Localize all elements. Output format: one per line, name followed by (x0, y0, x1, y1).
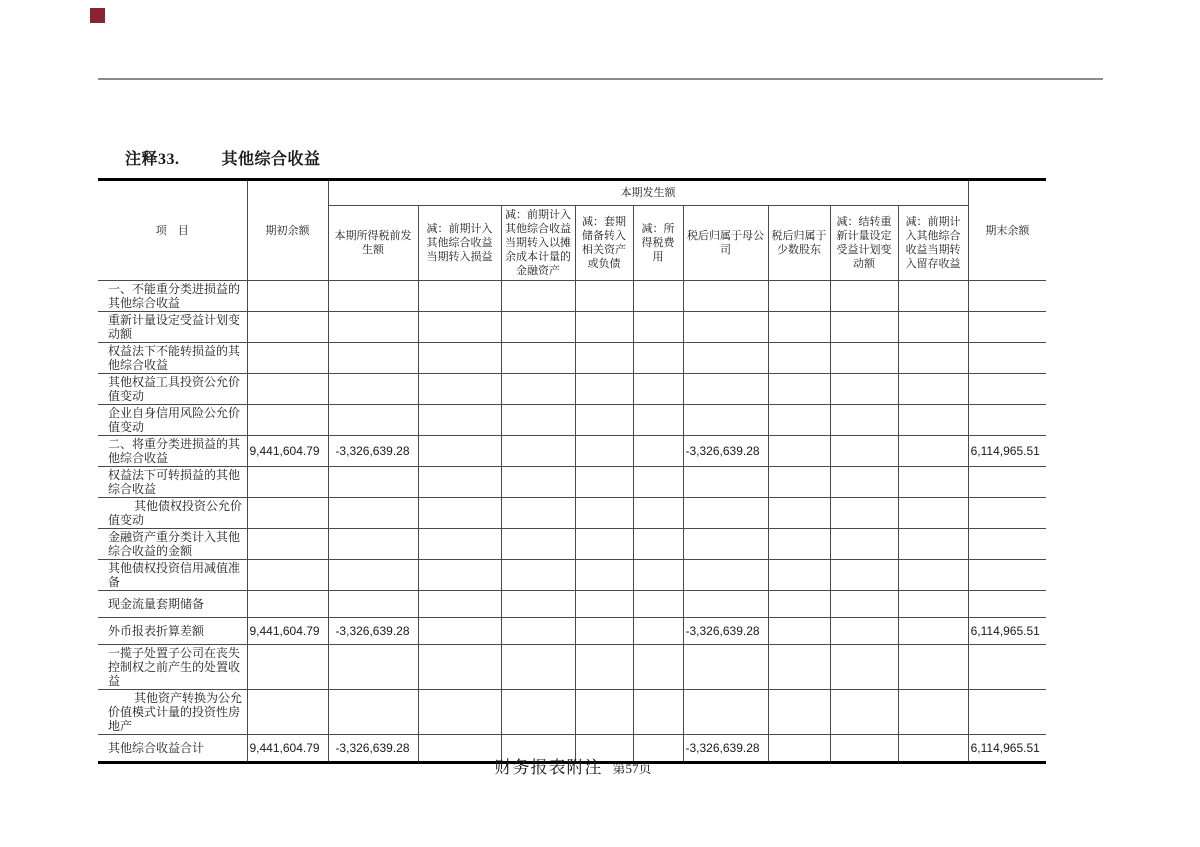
col-header-pretax-amount: 本期所得税前发生额 (328, 206, 418, 281)
value-cell (968, 343, 1046, 374)
value-cell (328, 281, 418, 312)
value-cell (328, 312, 418, 343)
value-cell (830, 690, 898, 735)
value-cell (247, 312, 328, 343)
value-cell (683, 374, 768, 405)
value-cell (328, 529, 418, 560)
value-cell (898, 436, 968, 467)
value-cell (968, 498, 1046, 529)
value-cell (830, 498, 898, 529)
col-header-less-income-tax: 减：所得税费用 (633, 206, 683, 281)
value-cell (247, 560, 328, 591)
value-cell (768, 618, 830, 645)
value-cell (247, 405, 328, 436)
table-row (98, 560, 1046, 591)
table-row (98, 529, 1046, 560)
value-cell (418, 498, 501, 529)
table-row (98, 591, 1046, 618)
value-cell (633, 498, 683, 529)
value-cell (683, 591, 768, 618)
col-header-less-transfer-to-retained-earnings: 减：前期计入其他综合收益当期转入留存收益 (898, 206, 968, 281)
value-cell (418, 467, 501, 498)
value-cell (898, 645, 968, 690)
value-cell (575, 436, 633, 467)
value-cell (898, 591, 968, 618)
value-cell (898, 690, 968, 735)
value-cell (830, 645, 898, 690)
value-cell (418, 374, 501, 405)
col-header-aftertax-parent: 税后归属于母公司 (683, 206, 768, 281)
value-cell (683, 281, 768, 312)
value-cell (768, 591, 830, 618)
row-label-cell: 金融资产重分类计入其他综合收益的金额 (98, 529, 247, 560)
table-row (98, 374, 1046, 405)
section-title (125, 146, 321, 169)
value-cell (633, 690, 683, 735)
value-cell (968, 374, 1046, 405)
value-cell (768, 529, 830, 560)
value-cell (633, 645, 683, 690)
value-cell (501, 560, 575, 591)
value-cell (683, 560, 768, 591)
oci-table (98, 178, 1046, 764)
value-cell (768, 560, 830, 591)
value-cell (898, 498, 968, 529)
row-label-cell: 其他债权投资公允价值变动 (98, 498, 247, 529)
value-cell: -3,326,639.28 (683, 735, 768, 763)
value-cell (575, 591, 633, 618)
value-cell (830, 467, 898, 498)
value-cell (247, 529, 328, 560)
row-label-cell: 权益法下可转损益的其他综合收益 (98, 467, 247, 498)
value-cell (501, 467, 575, 498)
value-cell (968, 690, 1046, 735)
row-label-cell: 其他综合收益合计 (98, 735, 247, 763)
value-cell (898, 374, 968, 405)
value-cell: -3,326,639.28 (683, 618, 768, 645)
value-cell (575, 281, 633, 312)
row-label-cell: 其他资产转换为公允价值模式计量的投资性房地产 (98, 690, 247, 735)
value-cell (683, 498, 768, 529)
value-cell (501, 343, 575, 374)
value-cell: 9,441,604.79 (247, 735, 328, 763)
value-cell (768, 312, 830, 343)
value-cell (768, 498, 830, 529)
value-cell (898, 281, 968, 312)
value-cell (633, 374, 683, 405)
value-cell (247, 281, 328, 312)
col-header-item: 项 目 (98, 180, 247, 281)
row-label-cell: 权益法下不能转损益的其他综合收益 (98, 343, 247, 374)
value-cell (768, 374, 830, 405)
value-cell (898, 618, 968, 645)
value-cell (633, 560, 683, 591)
value-cell (830, 405, 898, 436)
table-row (98, 281, 1046, 312)
value-cell (247, 467, 328, 498)
col-header-less-transfer-to-amortized-cost: 减：前期计入其他综合收益当期转入以摊余成本计量的金融资产 (501, 206, 575, 281)
col-header-less-remeasurement-carryforward: 减：结转重新计量设定受益计划变动额 (830, 206, 898, 281)
value-cell (328, 405, 418, 436)
value-cell (328, 374, 418, 405)
value-cell (328, 467, 418, 498)
value-cell (501, 405, 575, 436)
row-label-cell: 一揽子处置子公司在丧失控制权之前产生的处置收益 (98, 645, 247, 690)
value-cell (898, 529, 968, 560)
value-cell (898, 343, 968, 374)
value-cell: 6,114,965.51 (968, 735, 1046, 763)
page-footer (0, 753, 1146, 778)
col-header-less-hedge-reserve-transfer: 减：套期储备转入相关资产或负债 (575, 206, 633, 281)
col-header-less-transfer-to-pl: 减：前期计入其他综合收益当期转入损益 (418, 206, 501, 281)
footer-title: 财务报表附注 (494, 758, 603, 777)
value-cell (418, 618, 501, 645)
value-cell (247, 498, 328, 529)
value-cell (683, 312, 768, 343)
value-cell (683, 405, 768, 436)
value-cell (968, 281, 1046, 312)
value-cell (328, 560, 418, 591)
table-row (98, 498, 1046, 529)
value-cell (418, 690, 501, 735)
value-cell: 9,441,604.79 (247, 436, 328, 467)
table-row (98, 405, 1046, 436)
table-row (98, 312, 1046, 343)
value-cell (830, 312, 898, 343)
value-cell (633, 618, 683, 645)
value-cell (768, 467, 830, 498)
row-label-cell: 一、不能重分类进损益的其他综合收益 (98, 281, 247, 312)
header-divider-line (98, 78, 1103, 80)
value-cell: -3,326,639.28 (683, 436, 768, 467)
value-cell (968, 560, 1046, 591)
value-cell (768, 690, 830, 735)
value-cell (418, 281, 501, 312)
value-cell (683, 645, 768, 690)
value-cell (328, 498, 418, 529)
value-cell (575, 343, 633, 374)
value-cell (575, 560, 633, 591)
value-cell (830, 343, 898, 374)
value-cell (328, 690, 418, 735)
value-cell (633, 467, 683, 498)
value-cell (683, 343, 768, 374)
value-cell (633, 312, 683, 343)
value-cell (768, 405, 830, 436)
value-cell (575, 529, 633, 560)
value-cell (575, 690, 633, 735)
row-label-cell: 二、将重分类进损益的其他综合收益 (98, 436, 247, 467)
value-cell: -3,326,639.28 (328, 436, 418, 467)
value-cell (575, 467, 633, 498)
value-cell (575, 405, 633, 436)
value-cell (501, 591, 575, 618)
table-row (98, 343, 1046, 374)
value-cell (418, 343, 501, 374)
section-title-text: 其他综合收益 (221, 151, 321, 168)
row-label-cell: 企业自身信用风险公允价值变动 (98, 405, 247, 436)
value-cell (575, 374, 633, 405)
value-cell (247, 343, 328, 374)
value-cell (575, 498, 633, 529)
value-cell (501, 498, 575, 529)
value-cell (830, 560, 898, 591)
value-cell (683, 529, 768, 560)
value-cell (768, 281, 830, 312)
value-cell (768, 645, 830, 690)
value-cell (501, 312, 575, 343)
value-cell (501, 618, 575, 645)
value-cell (768, 436, 830, 467)
value-cell: -3,326,639.28 (328, 618, 418, 645)
value-cell (328, 343, 418, 374)
value-cell (898, 560, 968, 591)
value-cell (968, 591, 1046, 618)
value-cell: 9,441,604.79 (247, 618, 328, 645)
table-row (98, 436, 1046, 467)
value-cell (633, 591, 683, 618)
value-cell (633, 405, 683, 436)
value-cell (418, 529, 501, 560)
value-cell (968, 312, 1046, 343)
value-cell (633, 343, 683, 374)
footer-page-number: 第57页 (612, 761, 652, 776)
value-cell (418, 591, 501, 618)
value-cell (968, 467, 1046, 498)
value-cell (328, 591, 418, 618)
value-cell (968, 529, 1046, 560)
value-cell: -3,326,639.28 (328, 735, 418, 763)
value-cell (328, 645, 418, 690)
value-cell (968, 405, 1046, 436)
value-cell: 6,114,965.51 (968, 618, 1046, 645)
row-label-cell: 外币报表折算差额 (98, 618, 247, 645)
value-cell (768, 343, 830, 374)
value-cell (830, 281, 898, 312)
value-cell (683, 467, 768, 498)
value-cell (418, 436, 501, 467)
col-header-current-period-group: 本期发生额 (328, 180, 968, 206)
value-cell (501, 281, 575, 312)
value-cell (501, 436, 575, 467)
value-cell (830, 591, 898, 618)
header-row-1 (98, 180, 1046, 206)
value-cell (418, 312, 501, 343)
value-cell (830, 436, 898, 467)
col-header-ending-balance: 期末余额 (968, 180, 1046, 281)
value-cell (830, 618, 898, 645)
col-header-aftertax-minority: 税后归属于少数股东 (768, 206, 830, 281)
row-label-cell: 现金流量套期储备 (98, 591, 247, 618)
value-cell (501, 374, 575, 405)
section-title-number: 注释33. (125, 151, 180, 168)
value-cell (683, 690, 768, 735)
value-cell (247, 374, 328, 405)
value-cell (247, 645, 328, 690)
value-cell (968, 645, 1046, 690)
value-cell (575, 618, 633, 645)
value-cell (830, 374, 898, 405)
value-cell (501, 645, 575, 690)
table-row (98, 690, 1046, 735)
row-label-cell: 其他权益工具投资公允价值变动 (98, 374, 247, 405)
row-label-cell: 重新计量设定受益计划变动额 (98, 312, 247, 343)
value-cell (633, 436, 683, 467)
value-cell (418, 645, 501, 690)
value-cell (633, 281, 683, 312)
value-cell: 6,114,965.51 (968, 436, 1046, 467)
value-cell (247, 690, 328, 735)
value-cell (575, 645, 633, 690)
row-label-cell: 其他债权投资信用减值准备 (98, 560, 247, 591)
value-cell (247, 591, 328, 618)
value-cell (898, 405, 968, 436)
value-cell (501, 690, 575, 735)
table-row (98, 467, 1046, 498)
table-row (98, 618, 1046, 645)
value-cell (501, 529, 575, 560)
table-row (98, 645, 1046, 690)
value-cell (633, 529, 683, 560)
value-cell (898, 467, 968, 498)
value-cell (575, 312, 633, 343)
value-cell (418, 405, 501, 436)
value-cell (898, 312, 968, 343)
value-cell (830, 529, 898, 560)
value-cell (418, 560, 501, 591)
col-header-beginning-balance: 期初余额 (247, 180, 328, 281)
red-square-logo (90, 8, 105, 23)
